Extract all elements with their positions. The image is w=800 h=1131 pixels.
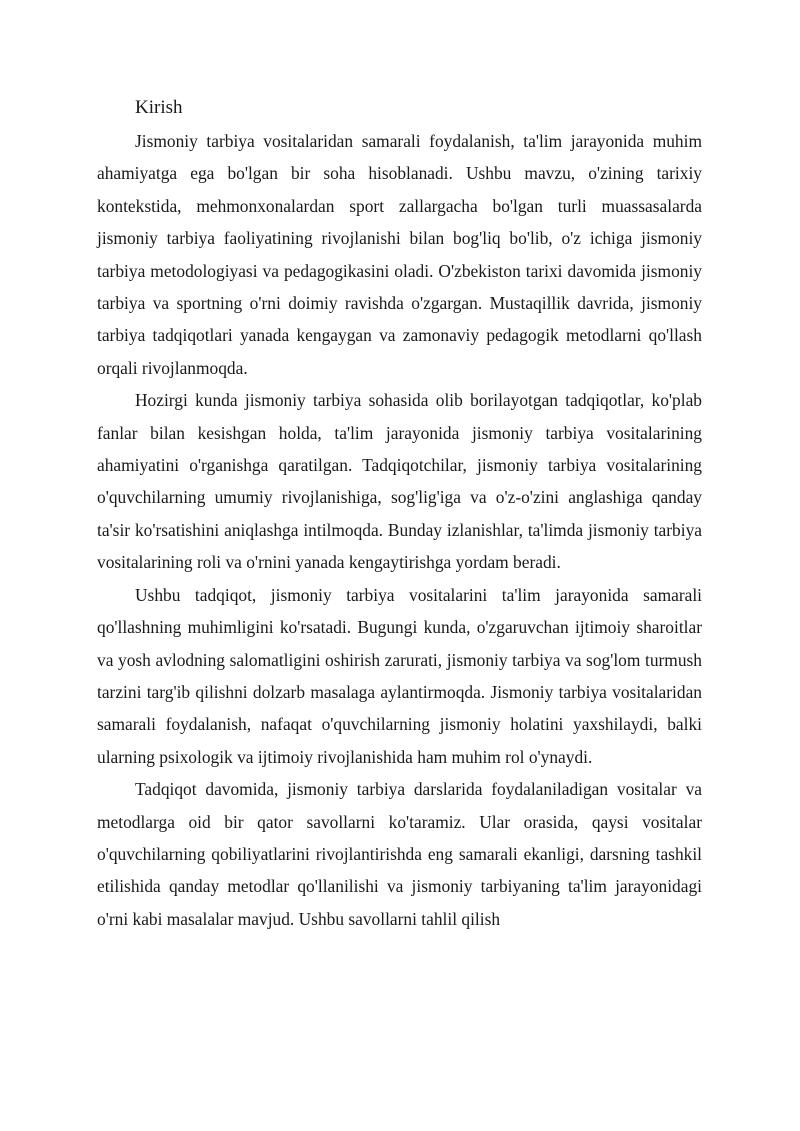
section-heading: Kirish — [135, 97, 183, 118]
paragraph-1: Jismoniy tarbiya vositalaridan samarali foydalanish, ta'lim jarayonida muhim ahamiyatga ega bo'lgan bir soha hisoblanadi. Ushbu mavzu, o'zining tarixiy kontekstida, mehmonxonalardan sport zallargacha bo'lgan turli muassasalarda jismoniy tarbiya faoliyatining rivojlanishi bilan bog'liq bo'lib, o'z ichiga jismoniy tarbiya metodologiyasi va pedagogikasini oladi. O'zbekiston tarixi davomida jismoniy tarbiya va sportning o'rni doimiy ravishda o'zgargan. Mustaqillik davrida, jismoniy tarbiya tadqiqotlari yanada kengaygan va zamonaviy pedagogik metodlarni qo'llash orqali rivojlanmoqda. — [97, 131, 702, 378]
paragraph-4: Tadqiqot davomida, jismoniy tarbiya darslarida foydalaniladigan vositalar va metodlarga oid bir qator savollarni ko'taramiz. Ular orasida, qaysi vositalar o'quvchilarning qobiliyatlarini rivojlantirishda eng samarali ekanligi, darsning tashkil etilishida qanday metodlar qo'llanilishi va jismoniy tarbiyaning ta'lim jarayonidagi o'rni kabi masalalar mavjud. Ushbu savollarni tahlil qilish — [97, 779, 702, 929]
document-page — [97, 92, 702, 935]
paragraph-2: Hozirgi kunda jismoniy tarbiya sohasida olib borilayotgan tadqiqotlar, ko'plab fanlar bilan kesishgan holda, ta'lim jarayonida jismoniy tarbiya vositalarining ahamiyatini o'rganishga qaratilgan. Tadqiqotchilar, jismoniy tarbiya vositalarining o'quvchilarning umumiy rivojlanishiga, sog'lig'iga va o'z-o'zini anglashiga qanday ta'sir ko'rsatishini aniqlashga intilmoqda. Bunday izlanishlar, ta'limda jismoniy tarbiya vositalarining roli va o'rnini yanada kengaytirishga yordam beradi. — [97, 390, 702, 573]
paragraph-3: Ushbu tadqiqot, jismoniy tarbiya vositalarini ta'lim jarayonida samarali qo'llashning muhimligini ko'rsatadi. Bugungi kunda, o'zgaruvchan ijtimoiy sharoitlar va yosh avlodning salomatligini oshirish zarurati, jismoniy tarbiya va sog'lom turmush tarzini targ'ib qilishni dolzarb masalaga aylantirmoqda. Jismoniy tarbiya vositalaridan samarali foydalanish, nafaqat o'quvchilarning jismoniy holatini yaxshilaydi, balki ularning psixologik va ijtimoiy rivojlanishida ham muhim rol o'ynaydi. — [97, 584, 702, 767]
